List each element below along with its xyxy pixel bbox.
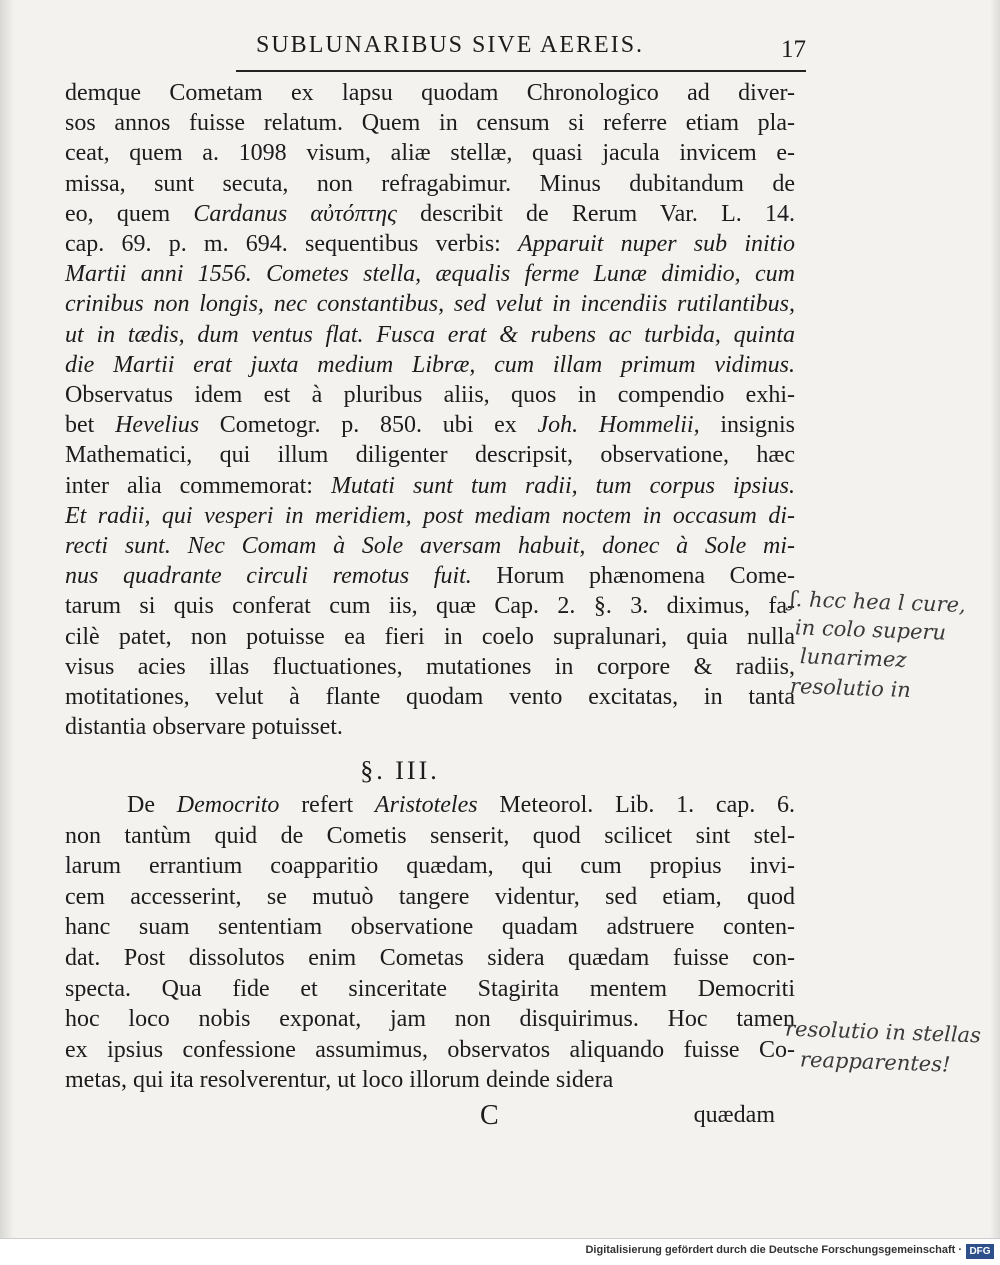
text-line <box>65 912 795 942</box>
text-span: Horum phænomena Come- <box>471 563 796 590</box>
text-span: dat. Post dissolutos enim Cometas sidera quædam fuisse con- <box>65 945 795 971</box>
text-span: Meteorol. Lib. 1. cap. 6. <box>477 792 796 818</box>
italic-span: Apparuit nuper sub initio <box>518 231 795 257</box>
italic-span: Aristoteles <box>374 792 478 818</box>
text-line <box>65 320 795 350</box>
text-span: tarum si quis conferat cum iis, quæ Cap. 2. §. 3. diximus, fa- <box>65 593 795 620</box>
text-span: ceat, quem a. 1098 visum, aliæ stellæ, quasi jacula invicem e- <box>65 140 795 167</box>
text-line <box>65 1035 795 1065</box>
text-line <box>65 229 795 259</box>
text-span: eo, quem <box>65 200 194 227</box>
text-line <box>65 169 795 199</box>
text-line <box>65 622 795 652</box>
text-line <box>65 974 795 1004</box>
text-span: cap. 69. p. m. 694. sequentibus verbis: <box>65 231 519 257</box>
text-line <box>65 682 795 712</box>
scan-shadow-left <box>0 0 14 1238</box>
italic-span: ut in tædis, dum ventus flat. Fusca erat & rubens ac turbida, quinta <box>65 321 795 348</box>
text-span: inter alia commemorat: <box>65 472 331 499</box>
scan-shadow-right <box>990 0 1000 1238</box>
italic-span: Et radii, qui vesperi in meridiem, post mediam noctem in occasum di- <box>65 502 795 529</box>
text-span: hanc suam sententiam observatione quadam adstruere conten- <box>65 914 795 941</box>
italic-span: recti sunt. Nec Comam à Sole aversam habuit, donec à Sole mi- <box>65 533 795 559</box>
text-span: cilè patet, non potuisse ea fieri in coelo supralunari, quia nulla <box>65 623 795 650</box>
text-line <box>65 652 795 682</box>
text-span: Cometogr. p. 850. ubi ex <box>199 412 538 439</box>
dfg-logo: DFG <box>966 1244 994 1259</box>
handwritten-note: reapparentes! <box>799 1047 951 1077</box>
running-title: SUBLUNARIBUS SIVE AEREIS. <box>256 32 645 58</box>
italic-span: nus quadrante circuli remotus fuit. <box>65 563 472 590</box>
signature-mark: C <box>480 1100 499 1131</box>
text-line <box>65 199 795 229</box>
handwritten-note: in colo superu <box>794 615 947 645</box>
text-line <box>65 1004 795 1034</box>
text-line <box>65 410 795 440</box>
text-span: motitationes, velut à flante quodam vento excitatas, in tanta <box>65 684 795 710</box>
text-line <box>65 790 795 820</box>
text-line <box>65 851 795 881</box>
text-line <box>65 138 795 168</box>
text-line <box>65 440 795 470</box>
handwritten-note: resolutio in stellas <box>784 1016 982 1048</box>
text-span: missa, sunt secuta, non refragabimur. Minus dubitandum de <box>65 170 795 197</box>
text-line <box>65 882 795 912</box>
text-line <box>65 712 795 742</box>
italic-span: crinibus non longis, nec constantibus, sed velut in incendiis rutilantibus, <box>65 291 795 318</box>
text-line <box>65 108 795 138</box>
text-span: metas, qui ita resolverentur, ut loco illorum deinde sidera <box>65 1067 614 1094</box>
text-line <box>65 289 795 319</box>
text-span: Mathematici, qui illum diligenter descripsit, observatione, hæc <box>65 442 795 469</box>
running-head <box>236 30 806 70</box>
text-span: ex ipsius confessione assumimus, observatos aliquando fuisse Co- <box>65 1036 795 1063</box>
text-span: demque Cometam ex lapsu quodam Chronologico ad diver- <box>65 80 795 106</box>
text-span: non tantùm quid de Cometis senserit, quod scilicet sint stel- <box>65 822 795 849</box>
text-line <box>65 259 795 289</box>
italic-span: die Martii erat juxta medium Libræ, cum illam primum vidimus. <box>65 351 795 378</box>
section-heading: §. III. <box>360 756 440 785</box>
italic-span: Joh. Hommelii, <box>537 412 700 439</box>
text-line <box>65 561 795 591</box>
text-span: larum errantium coapparitio quædam, qui cum propius invi- <box>65 853 795 880</box>
handwritten-note: resolutio in <box>789 673 912 703</box>
text-span: refert <box>279 792 375 818</box>
catchword: quædam <box>693 1102 775 1128</box>
text-span: cem accesserint, se mutuò tangere videntur, sed etiam, quod <box>65 883 795 910</box>
italic-span: Mutati sunt tum radii, tum corpus ipsius. <box>330 472 795 499</box>
italic-span: Hevelius <box>115 412 200 439</box>
italic-span: Democrito <box>176 792 280 818</box>
footer-bar <box>0 1238 1000 1265</box>
text-line <box>65 821 795 851</box>
text-span: bet <box>65 412 116 439</box>
text-span: hoc loco nobis exponat, jam non disquirimus. Hoc tamen <box>65 1006 795 1033</box>
text-line <box>65 350 795 380</box>
text-span: visus acies illas fluctuationes, mutationes in corpore & radiis, <box>65 653 795 680</box>
text-line <box>65 471 795 501</box>
text-span: specta. Qua fide et sinceritate Stagirita mentem Democriti <box>65 975 795 1002</box>
text-line <box>65 591 795 621</box>
text-line <box>65 531 795 561</box>
text-line <box>65 501 795 531</box>
text-span: distantia observare potuisset. <box>65 714 343 741</box>
text-span: describit de Rerum Var. L. 14. <box>396 200 795 227</box>
italic-span: Martii anni 1556. Cometes stella, æqualis ferme Lunæ dimidio, cum <box>65 261 795 288</box>
text-line <box>65 943 795 973</box>
page-number: 17 <box>781 36 806 63</box>
text-line <box>65 380 795 410</box>
text-line <box>65 1065 795 1095</box>
handwritten-note: ʃ. hcc hea l cure, <box>789 586 967 618</box>
text-span: De <box>127 792 177 818</box>
handwritten-note: lunarimez <box>799 644 907 672</box>
italic-span: Cardanus αὐτόπτης <box>193 200 397 227</box>
text-span: Observatus idem est à pluribus aliis, quos in compendio exhi- <box>65 382 795 408</box>
text-line <box>65 78 795 108</box>
footer-credit: Digitalisierung gefördert durch die Deutsche Forschungsgemeinschaft · <box>585 1244 962 1256</box>
header-rule <box>236 70 806 72</box>
text-span: sos annos fuisse relatum. Quem in censum si referre etiam pla- <box>65 110 795 137</box>
text-span: insignis <box>699 412 796 439</box>
